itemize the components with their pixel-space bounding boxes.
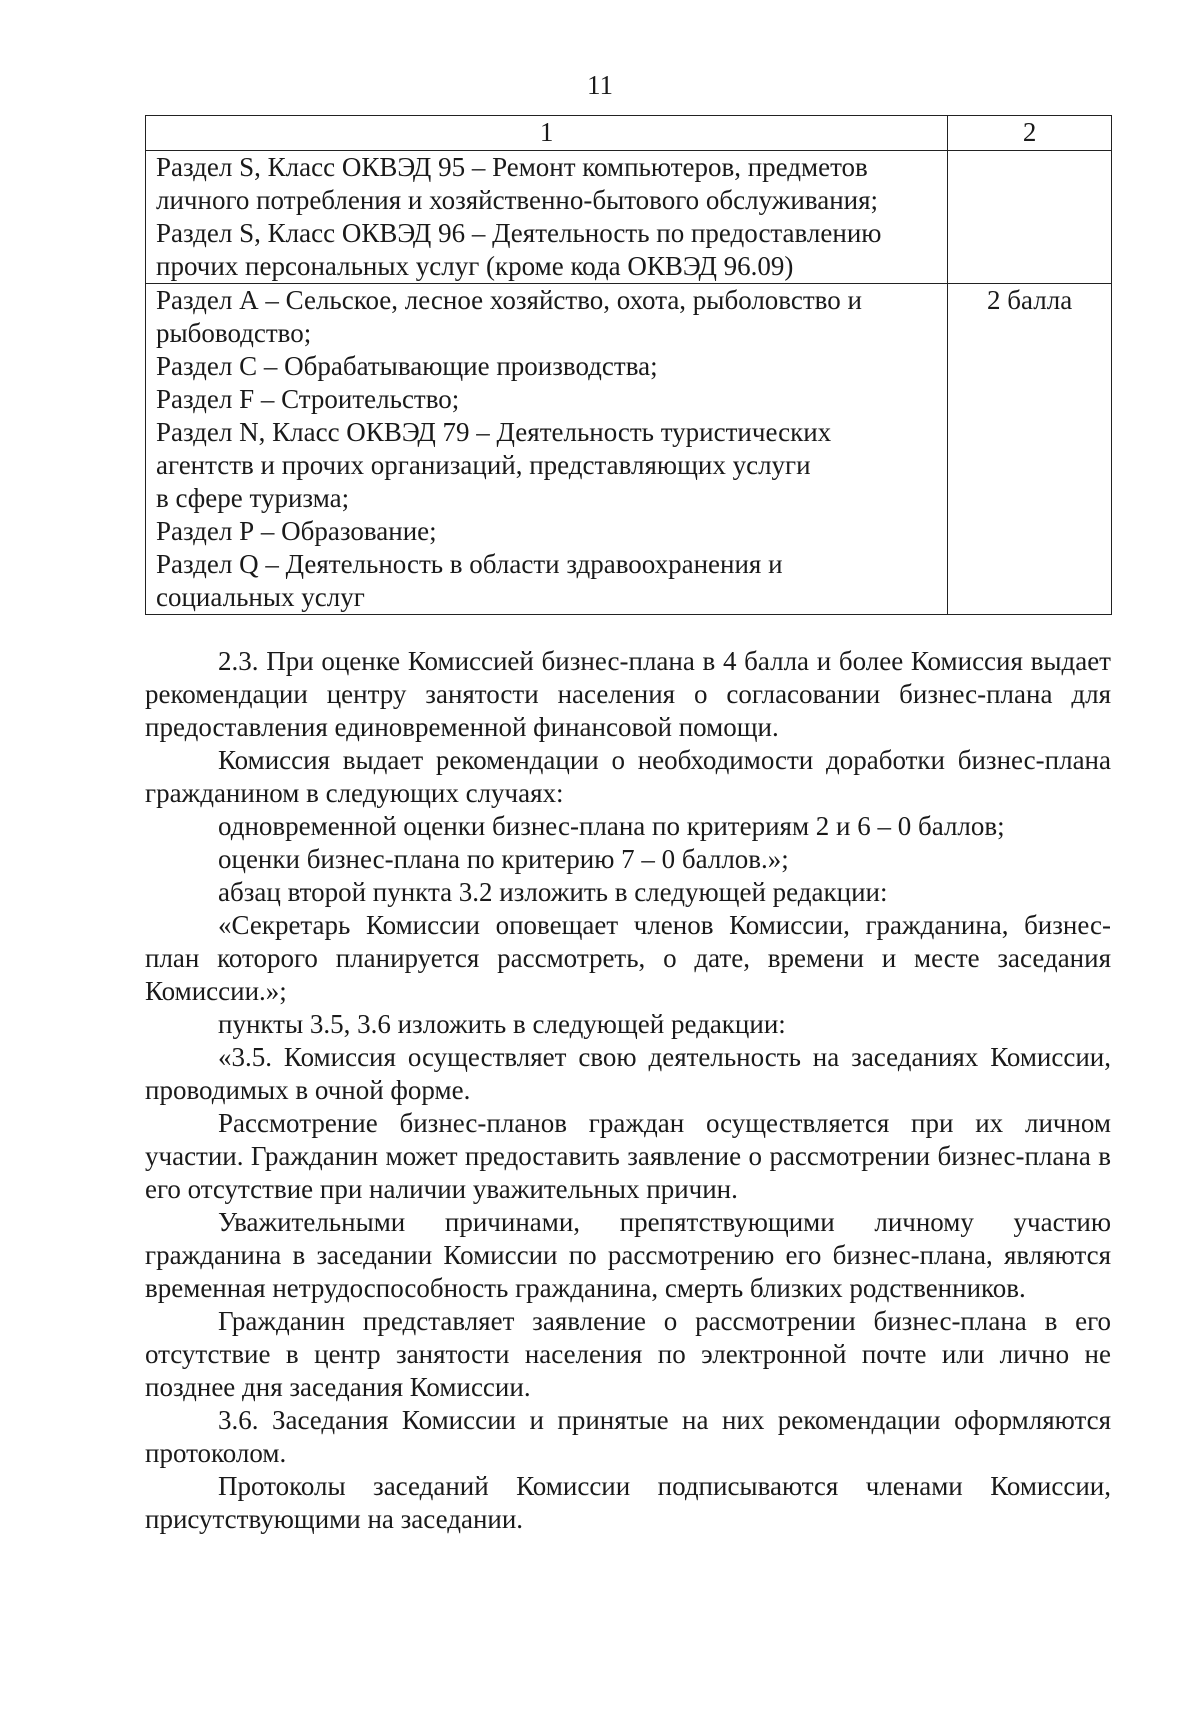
table-header-cell: 1 (146, 116, 948, 151)
paragraph: пункты 3.5, 3.6 изложить в следующей редакции: (218, 1009, 786, 1039)
table-cell-line: Раздел S, Класс ОКВЭД 96 – Деятельность по предоставлению (156, 218, 882, 248)
table-row (146, 284, 1112, 615)
table-cell-line: личного потребления и хозяйственно-бытового обслуживания; (156, 185, 879, 215)
table-cell-score (948, 151, 1112, 284)
table-cell-line: Раздел Р – Образование; (156, 516, 437, 546)
paragraph: 2.3. При оценке Комиссией бизнес-плана в 4 балла и более Комиссия выдает рекомендации центру занятости населения о согласовании бизнес-плана для предоставления единовременной финансовой помощи. (145, 646, 1111, 742)
paragraph: Гражданин представляет заявление о рассмотрении бизнес-плана в его отсутствие в центр занятости населения по электронной почте или лично не позднее дня заседания Комиссии. (145, 1306, 1111, 1402)
table-cell-line: рыбоводство; (156, 318, 312, 348)
paragraph: одновременной оценки бизнес-плана по критериям 2 и 6 – 0 баллов; (218, 811, 1005, 841)
table-cell-line: в сфере туризма; (156, 483, 350, 513)
table-header-row (146, 116, 1112, 151)
table-header-cell: 2 (948, 116, 1112, 151)
table-cell-line: Раздел Q – Деятельность в области здравоохранения и (156, 549, 783, 579)
paragraph: «3.5. Комиссия осуществляет свою деятельность на заседаниях Комиссии, проводимых в очной форме. (145, 1042, 1111, 1105)
paragraph: Уважительными причинами, препятствующими личному участию гражданина в заседании Комиссии по рассмотрению его бизнес-плана, являются временная нетрудоспособность гражданина, смерть близких родственников. (145, 1207, 1111, 1303)
table-cell-line: Раздел А – Сельское, лесное хозяйство, охота, рыболовство и (156, 285, 862, 315)
table-cell-line: Раздел S, Класс ОКВЭД 95 – Ремонт компьютеров, предметов (156, 152, 868, 182)
table-cell-sections (146, 151, 948, 284)
table-cell-line: Раздел С – Обрабатывающие производства; (156, 351, 658, 381)
table-cell-line: Раздел N, Класс ОКВЭД 79 – Деятельность туристических (156, 417, 832, 447)
table-cell-line: агентств и прочих организаций, представляющих услуги (156, 450, 811, 480)
table-cell-sections (146, 284, 948, 615)
table-cell-score: 2 балла (948, 284, 1112, 615)
paragraph: 3.6. Заседания Комиссии и принятые на них рекомендации оформляются протоколом. (145, 1405, 1111, 1468)
paragraph: «Секретарь Комиссии оповещает членов Комиссии, гражданина, бизнес-план которого планируется рассмотреть, о дате, времени и месте заседания Комиссии.»; (145, 910, 1111, 1006)
table-cell-line: социальных услуг (156, 582, 365, 612)
paragraph: Рассмотрение бизнес-планов граждан осуществляется при их личном участии. Гражданин может предоставить заявление о рассмотрении бизнес-плана в его отсутствие при наличии уважительных причин. (145, 1108, 1111, 1204)
page-number: 11 (587, 70, 613, 100)
paragraph: оценки бизнес-плана по критерию 7 – 0 баллов.»; (218, 844, 789, 874)
table-cell-line: Раздел F – Строительство; (156, 384, 460, 414)
table-row (146, 151, 1112, 284)
document-body (145, 645, 1111, 1536)
criteria-table (145, 115, 1112, 615)
paragraph: Протоколы заседаний Комиссии подписываются членами Комиссии, присутствующими на заседании. (145, 1471, 1111, 1534)
paragraph: абзац второй пункта 3.2 изложить в следующей редакции: (218, 877, 888, 907)
paragraph: Комиссия выдает рекомендации о необходимости доработки бизнес-плана гражданином в следующих случаях: (145, 745, 1111, 808)
table-cell-line: прочих персональных услуг (кроме кода ОКВЭД 96.09) (156, 251, 794, 281)
